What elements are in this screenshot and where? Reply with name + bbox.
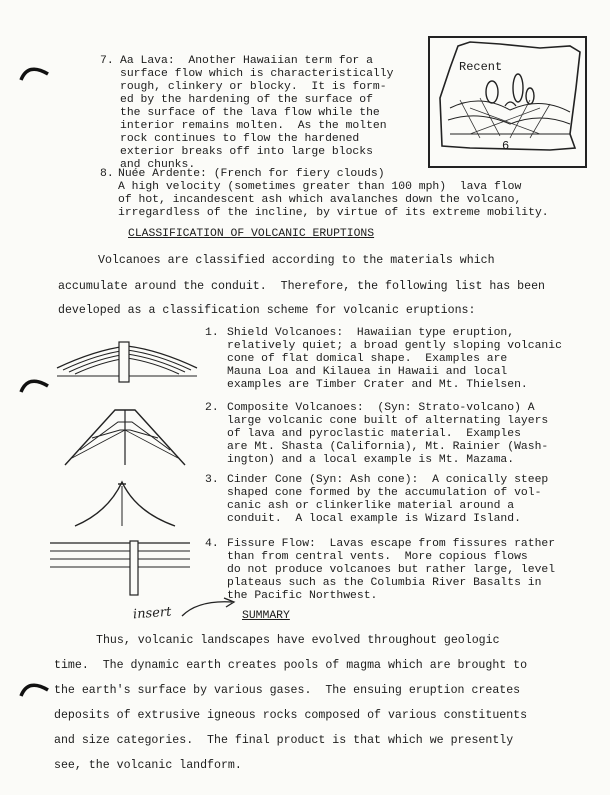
intro-line: accumulate around the conduit. Therefore, the following list has been [58,280,546,293]
item-8-number: 8. [100,168,114,180]
type-line: conduit. A local example is Wizard Island. [227,513,521,525]
type-line: Cinder Cone (Syn: Ash cone): A conically steep [227,474,549,486]
type-line: Composite Volcanoes: (Syn: Strato-volcano) A [227,402,535,414]
type-line: examples are Timber Crater and Mt. Thielsen. [227,379,528,391]
summary-line: time. The dynamic earth creates pools of magma which are brought to [54,659,528,672]
type-line: ington) and a local example is Mt. Mazama. [227,454,515,466]
type-line: relatively quiet; a broad gently sloping volcanic [227,340,562,352]
type-line: than from central vents. More copious flows [227,551,528,563]
intro-line: Volcanoes are classified according to the materials which [98,254,495,267]
type-line: the Pacific Northwest. [227,590,378,602]
def-line: the surface of the lava flow while the [120,107,380,119]
binder-hole-mark [18,60,52,86]
type-line: cone of flat domical shape. Examples are [227,353,508,365]
summary-line: see, the volcanic landform. [54,759,242,772]
def-line: Nuée Ardente: (French for fiery clouds) [118,168,385,180]
type-4-number: 4. [205,538,219,550]
type-2-number: 2. [205,402,219,414]
handwritten-insert-note: insert [132,604,172,623]
classification-heading: CLASSIFICATION OF VOLCANIC ERUPTIONS [128,228,375,240]
def-line: surface flow which is characteristically [120,68,394,80]
def-line: interior remains molten. As the molten [120,120,387,132]
type-line: Shield Volcanoes: Hawaiian type eruption, [227,327,515,339]
cinder-cone-sketch [70,476,180,531]
binder-hole-mark [18,676,52,702]
type-line: of lava and pyroclastic material. Examples [227,428,521,440]
item-7-number: 7. [100,55,114,67]
type-line: are Mt. Shasta (California), Mt. Rainier (Wash- [227,441,549,453]
binder-hole-mark [18,372,52,398]
summary-line: deposits of extrusive igneous rocks composed of various constituents [54,709,528,722]
def-line: Aa Lava: Another Hawaiian term for a [120,55,373,67]
inset-label: Recent [459,60,503,74]
def-line: A high velocity (sometimes greater than 100 mph) lava flow [118,181,522,193]
type-line: Mauna Loa and Kilauea in Hawaii and local [227,366,508,378]
type-1-number: 1. [205,327,219,339]
type-line: do not produce volcanoes but rather large, level [227,564,556,576]
summary-line: the earth's surface by various gases. The ensuing eruption creates [54,684,521,697]
def-line: exterior breaks off into large blocks [120,146,373,158]
def-line: rough, clinkery or blocky. It is form- [120,81,387,93]
summary-heading: SUMMARY [242,610,290,622]
recent-lava-map-inset [428,36,587,168]
def-line: irregardless of the incline, by virtue of its extreme mobility. [118,207,549,219]
type-line: Fissure Flow: Lavas escape from fissures rather [227,538,556,550]
type-line: large volcanic cone built of alternating layers [227,415,549,427]
type-3-number: 3. [205,474,219,486]
summary-line: and size categories. The final product is that which we presently [54,734,514,747]
composite-volcano-sketch [60,400,190,470]
def-line: rock continues to flow the hardened [120,133,360,145]
insert-arrow-sketch [180,596,240,622]
type-line: plateaus such as the Columbia River Basalts in [227,577,542,589]
type-line: shaped cone formed by the accumulation of vol- [227,487,542,499]
type-line: canic ash or clinkerlike material around a [227,500,515,512]
def-line: and chunks. [120,159,196,171]
inset-number: 6 [502,139,510,153]
summary-line: Thus, volcanic landscapes have evolved throughout geologic [96,634,500,647]
def-line: of hot, incandescent ash which avalanches down the volcano, [118,194,522,206]
fissure-flow-sketch [48,537,193,597]
intro-line: developed as a classification scheme for volcanic eruptions: [58,304,476,317]
shield-volcano-sketch [55,340,200,385]
def-line: ed by the hardening of the surface of [120,94,373,106]
